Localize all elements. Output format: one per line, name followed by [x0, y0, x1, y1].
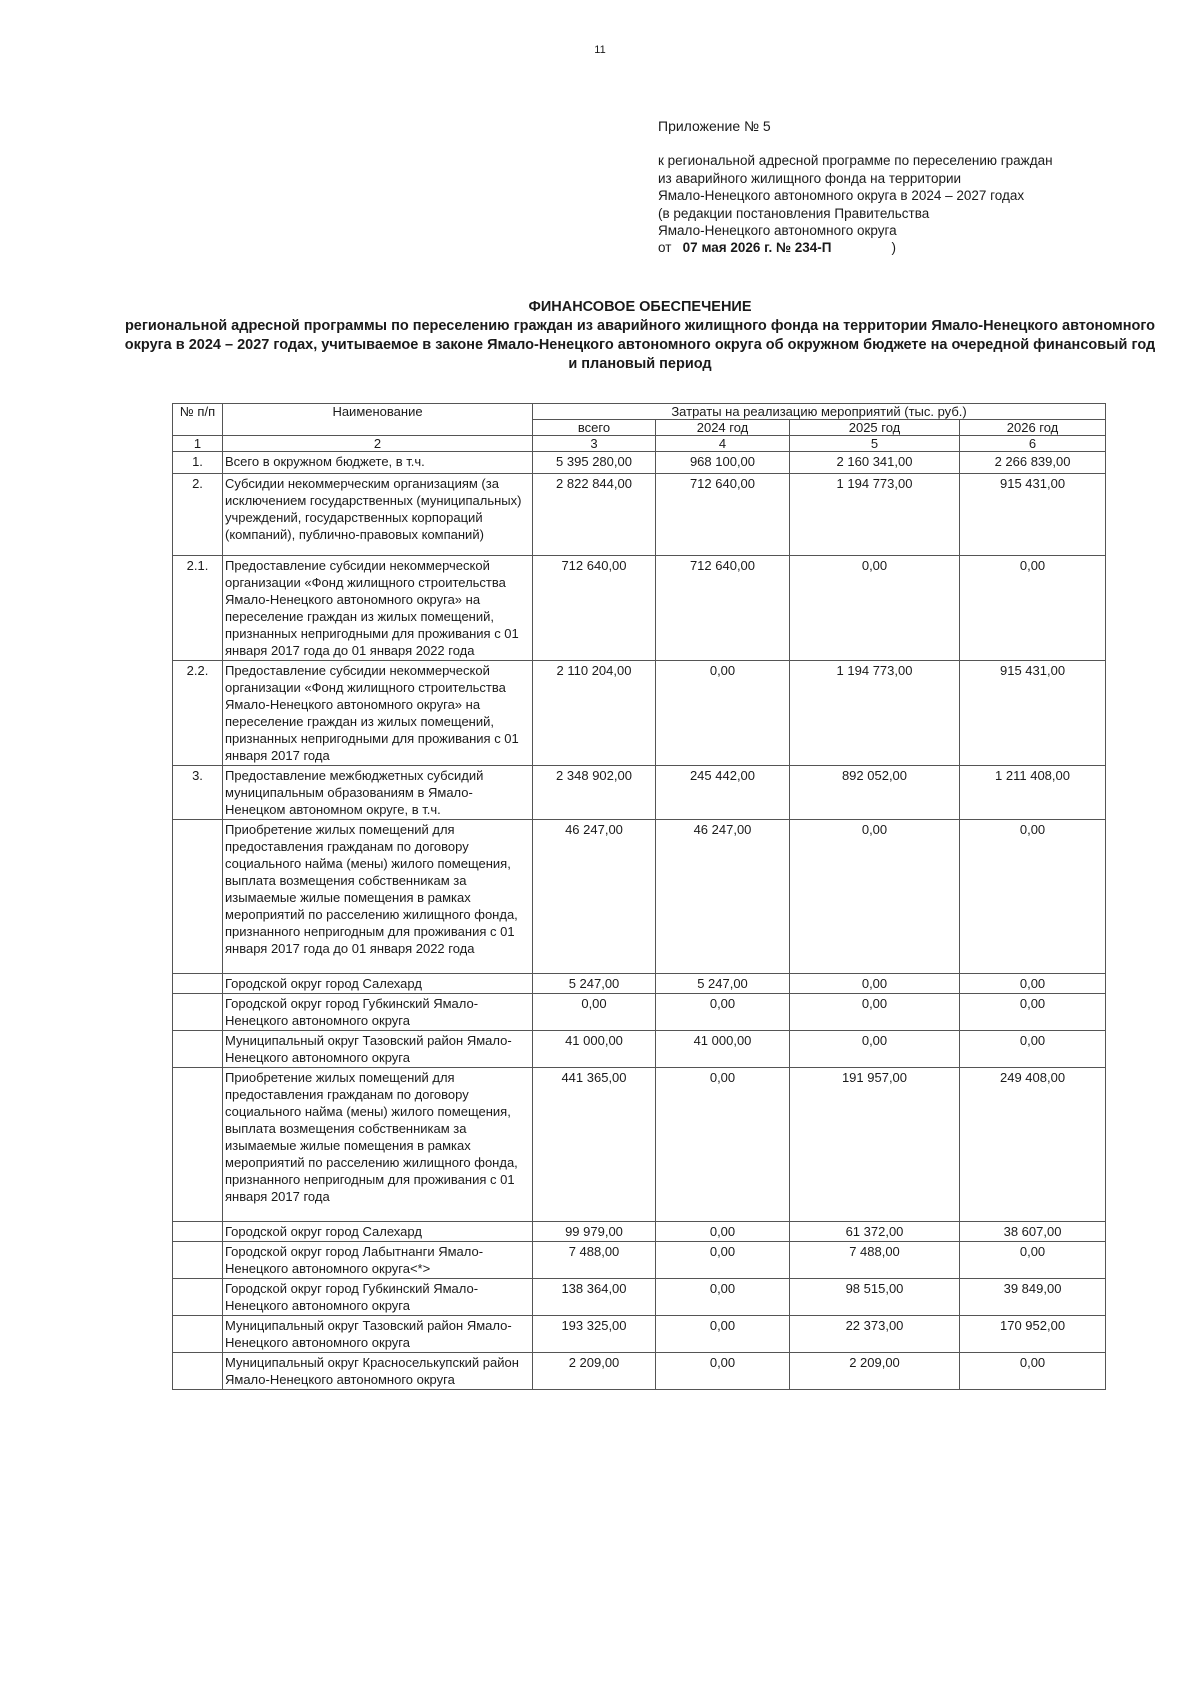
row-number: 2.2.	[173, 661, 223, 766]
row-name: Муниципальный округ Тазовский район Ямало-Ненецкого автономного округа	[223, 1316, 533, 1353]
row-2026: 0,00	[960, 974, 1106, 994]
row-total: 41 000,00	[533, 1031, 656, 1068]
appendix-line: из аварийного жилищного фонда на территории	[658, 170, 962, 186]
row-2025: 892 052,00	[790, 766, 960, 820]
row-name: Предоставление субсидии некоммерческой организации «Фонд жилищного строительства Ямало-Ненецкого автономного округа» на переселение граждан из жилых помещений, признанных непригодными для проживания с 01 января 2017 года	[223, 661, 533, 766]
row-name: Городской округ город Губкинский Ямало-Ненецкого автономного округа	[223, 994, 533, 1031]
row-2024: 0,00	[656, 661, 790, 766]
row-2024: 712 640,00	[656, 556, 790, 661]
row-number: 3.	[173, 766, 223, 820]
row-number	[173, 1353, 223, 1390]
header-2025: 2025 год	[790, 420, 960, 436]
row-total: 441 365,00	[533, 1068, 656, 1222]
header-2026: 2026 год	[960, 420, 1106, 436]
column-number: 2	[223, 436, 533, 452]
row-2025: 0,00	[790, 556, 960, 661]
column-number-row	[173, 436, 1106, 452]
row-2026: 0,00	[960, 820, 1106, 974]
row-2024: 0,00	[656, 994, 790, 1031]
heading-subtitle: региональной адресной программы по переселению граждан из аварийного жилищного фонда на территории Ямало-Ненецкого автономного округа в 2024 – 2027 годах, учитываемое в законе Ямало-Ненецкого автономного округа об окружном бюджете на очередной финансовый год и плановый период	[124, 318, 1156, 372]
row-2026: 38 607,00	[960, 1222, 1106, 1242]
table-row	[173, 1068, 1106, 1222]
row-number: 2.	[173, 474, 223, 556]
row-2026: 2 266 839,00	[960, 452, 1106, 474]
date-suffix: )	[891, 240, 896, 255]
row-2025: 0,00	[790, 994, 960, 1031]
table-row	[173, 766, 1106, 820]
row-number	[173, 1316, 223, 1353]
row-2025: 61 372,00	[790, 1222, 960, 1242]
table-row	[173, 1316, 1106, 1353]
row-2026: 0,00	[960, 1242, 1106, 1279]
row-total: 2 110 204,00	[533, 661, 656, 766]
table-row	[173, 1031, 1106, 1068]
row-2026: 39 849,00	[960, 1279, 1106, 1316]
page-number: 11	[594, 44, 606, 56]
row-2024: 0,00	[656, 1353, 790, 1390]
row-2024: 968 100,00	[656, 452, 790, 474]
appendix-line: Ямало-Ненецкого автономного округа в 2024 – 2027 годах	[658, 188, 1025, 203]
row-2026: 170 952,00	[960, 1316, 1106, 1353]
heading-title: ФИНАНСОВОЕ ОБЕСПЕЧЕНИЕ	[528, 299, 752, 315]
row-number	[173, 820, 223, 974]
column-number: 1	[173, 436, 223, 452]
row-2024: 0,00	[656, 1068, 790, 1222]
row-total: 2 209,00	[533, 1353, 656, 1390]
row-2026: 1 211 408,00	[960, 766, 1106, 820]
row-2024: 245 442,00	[656, 766, 790, 820]
table-row	[173, 994, 1106, 1031]
row-2025: 0,00	[790, 974, 960, 994]
row-name: Городской округ город Салехард	[223, 974, 533, 994]
appendix-line: (в редакции постановления Правительства	[658, 205, 930, 221]
row-2026: 0,00	[960, 1031, 1106, 1068]
row-2026: 915 431,00	[960, 474, 1106, 556]
row-total: 2 822 844,00	[533, 474, 656, 556]
row-name: Приобретение жилых помещений для предоставления гражданам по договору социального найма (мены) жилого помещения, выплата возмещения собственникам за изымаемые жилые помещения в рамках мероприятий по расселению жилищного фонда, признанного непригодным для проживания с 01 января 2017 года	[223, 1068, 533, 1222]
table-row	[173, 974, 1106, 994]
header-costs: Затраты на реализацию мероприятий (тыс. руб.)	[533, 404, 1106, 420]
header-total: всего	[533, 420, 656, 436]
row-total: 99 979,00	[533, 1222, 656, 1242]
financing-table	[172, 403, 1106, 1390]
appendix-reference	[658, 152, 1053, 240]
row-number	[173, 994, 223, 1031]
row-total: 193 325,00	[533, 1316, 656, 1353]
row-number	[173, 974, 223, 994]
row-2026: 0,00	[960, 994, 1106, 1031]
row-name: Всего в окружном бюджете, в т.ч.	[223, 452, 533, 474]
row-total: 7 488,00	[533, 1242, 656, 1279]
column-number: 4	[656, 436, 790, 452]
row-name: Городской округ город Салехард	[223, 1222, 533, 1242]
row-name: Городской округ город Лабытнанги Ямало-Ненецкого автономного округа<*>	[223, 1242, 533, 1279]
table-row	[173, 1242, 1106, 1279]
row-total: 5 247,00	[533, 974, 656, 994]
row-name: Предоставление субсидии некоммерческой организации «Фонд жилищного строительства Ямало-Ненецкого автономного округа» на переселение граждан из жилых помещений, признанных непригодными для проживания с 01 января 2017 года до 01 января 2022 года	[223, 556, 533, 661]
row-total: 46 247,00	[533, 820, 656, 974]
row-2024: 712 640,00	[656, 474, 790, 556]
table-row	[173, 1353, 1106, 1390]
row-name: Приобретение жилых помещений для предоставления гражданам по договору социального найма (мены) жилого помещения, выплата возмещения собственникам за изымаемые жилые помещения в рамках мероприятий по расселению жилищного фонда, признанного непригодным для проживания с 01 января 2017 года до 01 января 2022 года	[223, 820, 533, 974]
date-value: 07 мая 2026 г. № 234-П	[682, 240, 832, 255]
row-2025: 0,00	[790, 820, 960, 974]
row-2024: 46 247,00	[656, 820, 790, 974]
table-row	[173, 452, 1106, 474]
row-2025: 2 209,00	[790, 1353, 960, 1390]
row-number	[173, 1279, 223, 1316]
appendix-date	[658, 240, 896, 255]
row-name: Городской округ город Губкинский Ямало-Ненецкого автономного округа	[223, 1279, 533, 1316]
table-header-row	[173, 404, 1106, 420]
header-num: № п/п	[173, 404, 223, 436]
row-2026: 0,00	[960, 1353, 1106, 1390]
row-number	[173, 1068, 223, 1222]
row-2024: 0,00	[656, 1279, 790, 1316]
table-row	[173, 820, 1106, 974]
document-heading	[120, 298, 1160, 374]
row-total: 138 364,00	[533, 1279, 656, 1316]
date-prefix: от	[658, 240, 672, 255]
table-row	[173, 556, 1106, 661]
row-number: 2.1.	[173, 556, 223, 661]
row-2025: 1 194 773,00	[790, 474, 960, 556]
row-total: 712 640,00	[533, 556, 656, 661]
table-row	[173, 474, 1106, 556]
row-2024: 0,00	[656, 1222, 790, 1242]
row-2025: 98 515,00	[790, 1279, 960, 1316]
row-2024: 0,00	[656, 1316, 790, 1353]
table-row	[173, 1222, 1106, 1242]
row-2025: 22 373,00	[790, 1316, 960, 1353]
row-2024: 0,00	[656, 1242, 790, 1279]
column-number: 3	[533, 436, 656, 452]
row-name: Субсидии некоммерческим организациям (за исключением государственных (муниципальных) учреждений, государственных корпораций (компаний), публично-правовых компаний)	[223, 474, 533, 556]
row-2025: 7 488,00	[790, 1242, 960, 1279]
table-row	[173, 1279, 1106, 1316]
row-number	[173, 1222, 223, 1242]
row-2026: 0,00	[960, 556, 1106, 661]
table-row	[173, 661, 1106, 766]
row-2026: 915 431,00	[960, 661, 1106, 766]
column-number: 6	[960, 436, 1106, 452]
column-number: 5	[790, 436, 960, 452]
row-name: Предоставление межбюджетных субсидий муниципальным образованиям в Ямало-Ненецком автономном округе, в т.ч.	[223, 766, 533, 820]
row-total: 2 348 902,00	[533, 766, 656, 820]
row-total: 0,00	[533, 994, 656, 1031]
row-name: Муниципальный округ Тазовский район Ямало-Ненецкого автономного округа	[223, 1031, 533, 1068]
row-2025: 1 194 773,00	[790, 661, 960, 766]
row-2026: 249 408,00	[960, 1068, 1106, 1222]
row-2024: 5 247,00	[656, 974, 790, 994]
row-2024: 41 000,00	[656, 1031, 790, 1068]
appendix-line: Ямало-Ненецкого автономного округа	[658, 223, 897, 238]
row-number: 1.	[173, 452, 223, 474]
row-2025: 0,00	[790, 1031, 960, 1068]
appendix-line: к региональной адресной программе по переселению граждан	[658, 153, 1053, 168]
row-2025: 191 957,00	[790, 1068, 960, 1222]
header-2024: 2024 год	[656, 420, 790, 436]
row-total: 5 395 280,00	[533, 452, 656, 474]
row-number	[173, 1242, 223, 1279]
appendix-title: Приложение № 5	[658, 118, 771, 134]
row-name: Муниципальный округ Красноселькупский район Ямало-Ненецкого автономного округа	[223, 1353, 533, 1390]
row-2025: 2 160 341,00	[790, 452, 960, 474]
header-name: Наименование	[223, 404, 533, 436]
row-number	[173, 1031, 223, 1068]
